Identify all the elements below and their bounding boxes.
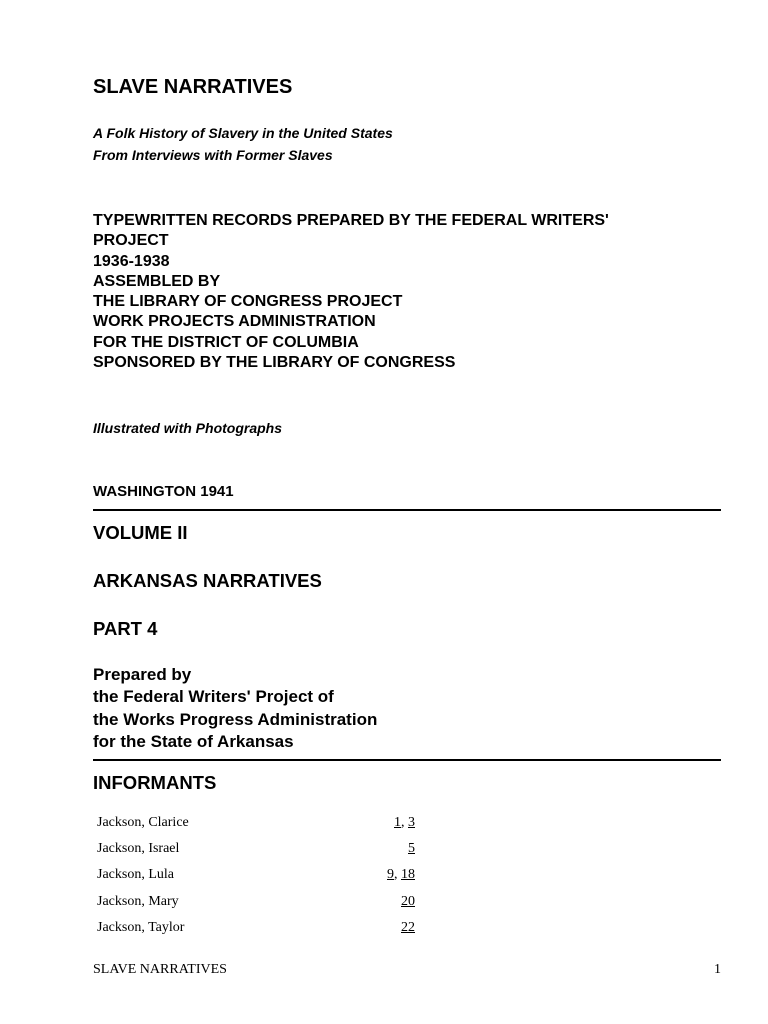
informant-pages — [408, 841, 415, 857]
informant-pages — [401, 920, 415, 936]
records-line: FOR THE DISTRICT OF COLUMBIA — [93, 333, 359, 351]
informant-name: Jackson, Lula — [97, 867, 174, 883]
subtitle-line-2: From Interviews with Former Slaves — [93, 147, 333, 163]
informant-pages: 9, 18 — [387, 867, 415, 883]
page-link[interactable]: 3 — [408, 815, 415, 830]
informant-row — [97, 920, 417, 946]
horizontal-divider — [93, 759, 721, 761]
prepared-line: for the State of Arkansas — [93, 731, 294, 751]
horizontal-divider — [93, 509, 721, 511]
prepared-line: the Works Progress Administration — [93, 709, 378, 729]
informants-list — [97, 815, 417, 946]
informant-row — [97, 841, 417, 867]
informants-heading: INFORMANTS — [93, 772, 217, 793]
document-title: SLAVE NARRATIVES — [93, 76, 293, 98]
page-link[interactable]: 20 — [401, 893, 415, 909]
informant-name: Jackson, Israel — [97, 841, 180, 857]
page-link[interactable]: 22 — [401, 919, 415, 935]
records-line: SPONSORED BY THE LIBRARY OF CONGRESS — [93, 354, 456, 372]
records-block — [93, 211, 609, 373]
informant-row — [97, 894, 417, 920]
records-line: ASSEMBLED BY — [93, 272, 221, 290]
informant-name: Jackson, Taylor — [97, 919, 185, 935]
informant-pages: 1, 3 — [394, 815, 415, 830]
records-line: PROJECT — [93, 232, 169, 250]
informant-row — [97, 867, 417, 893]
informant-name: Jackson, Clarice — [97, 815, 189, 830]
prepared-line: Prepared by — [93, 665, 192, 684]
records-line: THE LIBRARY OF CONGRESS PROJECT — [93, 293, 403, 311]
page-link[interactable]: 18 — [401, 867, 415, 883]
informant-pages — [401, 894, 415, 910]
prepared-by-block — [93, 664, 377, 753]
subtitle-line-1: A Folk History of Slavery in the United States — [93, 125, 393, 141]
page-number: 1 — [714, 962, 721, 977]
footer-title: SLAVE NARRATIVES — [93, 962, 227, 977]
informant-name: Jackson, Mary — [97, 893, 179, 909]
prepared-line: the Federal Writers' Project of — [93, 687, 334, 707]
page-link[interactable]: 9 — [387, 867, 394, 883]
page-link[interactable]: 1 — [394, 815, 401, 830]
part-heading: PART 4 — [93, 618, 158, 639]
document-page — [93, 0, 721, 1024]
records-line: 1936-1938 — [93, 252, 170, 270]
publication-line: WASHINGTON 1941 — [93, 483, 234, 500]
records-line: TYPEWRITTEN RECORDS PREPARED BY THE FEDERAL WRITERS' — [93, 212, 609, 229]
illustrated-note: Illustrated with Photographs — [93, 420, 283, 436]
state-heading: ARKANSAS NARRATIVES — [93, 570, 322, 591]
informant-row — [97, 815, 417, 841]
page-link[interactable]: 5 — [408, 841, 415, 857]
volume-heading: VOLUME II — [93, 522, 188, 543]
records-line: WORK PROJECTS ADMINISTRATION — [93, 313, 376, 331]
